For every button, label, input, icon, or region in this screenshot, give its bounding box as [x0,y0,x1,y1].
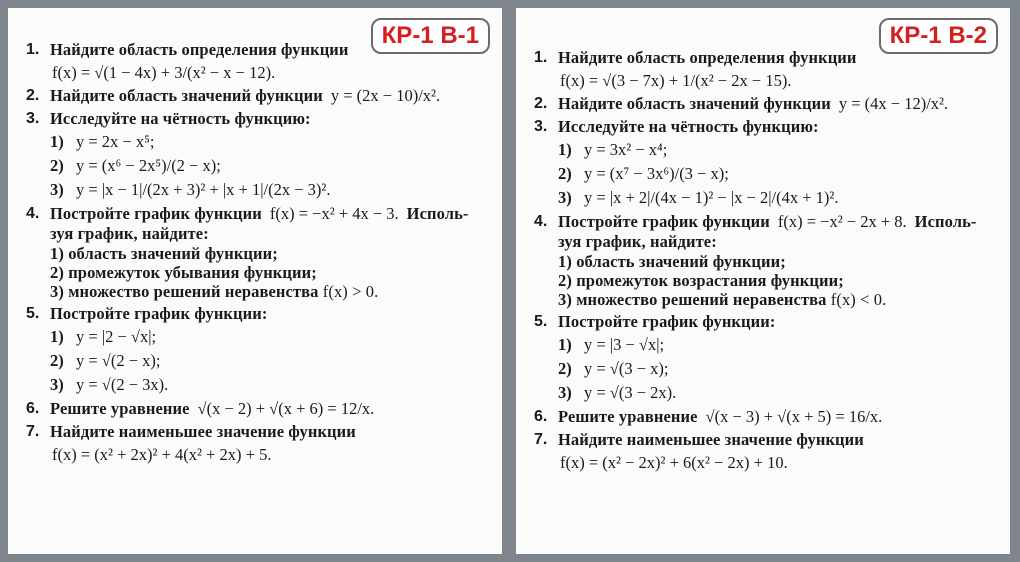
subitem-label: 2) [558,359,572,378]
task-number: 2. [26,87,40,104]
task-number: 1. [534,49,548,66]
task-formula: f(x) = √(3 − 7x) + 1/(x² − 2x − 15). [560,71,792,90]
task-prompt: Решите уравнение [558,407,698,426]
task-prompt: Постройте график функции [50,204,262,223]
task-5 [534,312,998,403]
task-prompt: Постройте график функции: [558,312,776,331]
task-number: 2. [534,95,548,112]
task-7 [26,422,490,465]
task-number: 5. [534,313,548,330]
subitem-formula: f(x) < 0. [830,290,887,309]
subitem-label: 2) [558,271,572,290]
subitem [50,263,490,282]
task-number: 6. [534,408,548,425]
task-2 [26,86,490,106]
task-prompt: Исследуйте на чётность функцию: [558,117,819,136]
task-formula: f(x) = √(1 − 4x) + 3/(x² − x − 12). [52,63,276,82]
subitem-formula: f(x) > 0. [322,282,379,301]
subitem-formula: y = 2x − x⁵; [76,132,155,151]
task-prompt: Найдите область значений функции [50,86,323,105]
task-prompt: Постройте график функции [558,212,770,231]
subitem [50,327,490,347]
subitem-label: 3) [50,180,64,199]
subitem-formula: y = √(2 − x); [76,351,161,370]
task-6 [534,407,998,427]
task-6 [26,399,490,419]
task-number: 1. [26,41,40,58]
task-formula: f(x) = −x² + 4x − 3. [269,204,399,223]
subitem-text: область значений функции; [68,244,278,263]
subitem [558,359,998,379]
task-prompt: Решите уравнение [50,399,190,418]
subitem [558,188,998,208]
task-4 [26,204,490,301]
task-number: 7. [534,431,548,448]
task-prompt-tail: Исполь- [406,204,469,223]
subitem-label: 1) [558,140,572,159]
task-number: 3. [534,118,548,135]
subitem-text: множество решений неравенства [576,290,827,309]
variant-badge: КР-1 В-2 [879,18,998,54]
worksheet-variant-2 [516,8,1010,554]
subitem [558,140,998,160]
task-list [534,48,998,476]
subitem-label: 1) [50,327,64,346]
task-4 [534,212,998,309]
subitem [50,244,490,263]
subitem-formula: y = |3 − √x|; [584,335,665,354]
task-1 [26,40,490,83]
subitem-formula: y = |2 − √x|; [76,327,157,346]
subitem-text: множество решений неравенства [68,282,319,301]
subitem-formula: y = |x − 1|/(2x + 3)² + |x + 1|/(2x − 3)². [76,180,331,199]
task-prompt: Найдите область определения функции [558,48,857,67]
subitem-formula: y = 3x² − x⁴; [584,140,668,159]
task-formula: y = (2x − 10)/x². [330,86,441,105]
subitem-formula: y = √(3 − x); [584,359,669,378]
subitem [50,375,490,395]
task-7 [534,430,998,473]
task-3 [26,109,490,200]
subitem [50,351,490,371]
task-formula: √(x − 3) + √(x + 5) = 16/x. [705,407,883,426]
subitem [558,252,998,271]
task-5 [26,304,490,395]
task-prompt: Исследуйте на чётность функцию: [50,109,311,128]
subitem-text: промежуток убывания функции; [68,263,317,282]
subitem [558,164,998,184]
task-2 [534,94,998,114]
task-prompt-line2: зуя график, найдите: [50,224,209,243]
task-prompt-tail: Исполь- [914,212,977,231]
subitem [558,290,998,309]
subitem-text: область значений функции; [576,252,786,271]
task-3 [534,117,998,208]
subitem-label: 3) [50,375,64,394]
task-formula: f(x) = (x² + 2x)² + 4(x² + 2x) + 5. [52,445,272,464]
task-prompt-line2: зуя график, найдите: [558,232,717,251]
task-formula: y = (4x − 12)/x². [838,94,949,113]
subitem-label: 2) [50,351,64,370]
subitem-formula: y = (x⁶ − 2x⁵)/(2 − x); [76,156,221,175]
subitem-label: 2) [50,156,64,175]
task-list [26,40,490,468]
subitem [558,383,998,403]
subitem-formula: y = √(3 − 2x). [584,383,677,402]
subitem-formula: y = √(2 − 3x). [76,375,169,394]
task-prompt: Найдите область значений функции [558,94,831,113]
task-number: 3. [26,110,40,127]
subitem-label: 2) [558,164,572,183]
subitem [50,132,490,152]
subitem-formula: y = |x + 2|/(4x − 1)² − |x − 2|/(4x + 1)². [584,188,839,207]
worksheet-variant-1 [8,8,502,554]
task-number: 7. [26,423,40,440]
subitem-label: 3) [558,290,572,309]
subitem [558,271,998,290]
variant-badge: КР-1 В-1 [371,18,490,54]
task-prompt: Найдите область определения функции [50,40,349,59]
task-number: 6. [26,400,40,417]
subitem-label: 3) [558,383,572,402]
task-number: 4. [26,205,40,222]
subitem [50,156,490,176]
subitem-label: 1) [558,252,572,271]
subitem-text: промежуток возрастания функции; [576,271,844,290]
subitem-label: 3) [558,188,572,207]
task-number: 5. [26,305,40,322]
subitem-formula: y = (x⁷ − 3x⁶)/(3 − x); [584,164,729,183]
subitem-label: 2) [50,263,64,282]
task-prompt: Постройте график функции: [50,304,268,323]
subitem-label: 1) [558,335,572,354]
task-number: 4. [534,213,548,230]
task-formula: √(x − 2) + √(x + 6) = 12/x. [197,399,375,418]
task-prompt: Найдите наименьшее значение функции [558,430,864,449]
task-1 [534,48,998,91]
subitem-label: 1) [50,244,64,263]
task-formula: f(x) = (x² − 2x)² + 6(x² − 2x) + 10. [560,453,788,472]
task-formula: f(x) = −x² − 2x + 8. [777,212,907,231]
subitem [50,282,490,301]
subitem-label: 3) [50,282,64,301]
task-prompt: Найдите наименьшее значение функции [50,422,356,441]
subitem [50,180,490,200]
subitem [558,335,998,355]
subitem-label: 1) [50,132,64,151]
